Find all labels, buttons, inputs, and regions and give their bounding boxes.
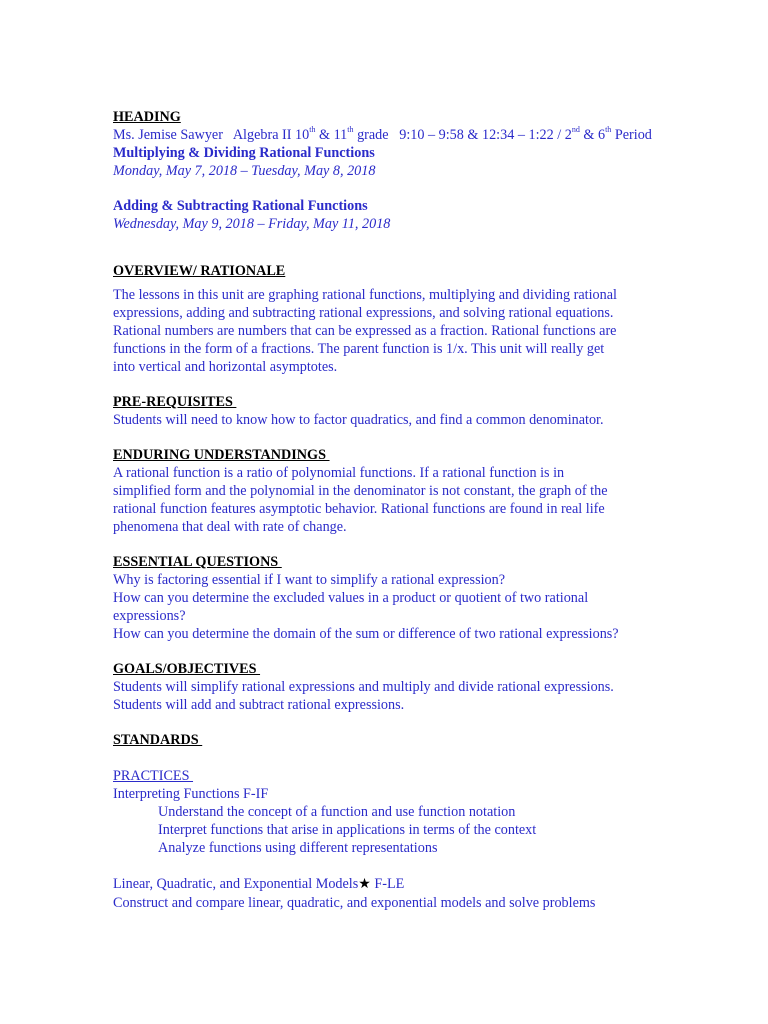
enduring-body [113,464,728,536]
lesson2-title: Adding & Subtracting Rational Functions [113,198,368,214]
enduring-line: rational function features asymptotic behavior. Rational functions are found in real life [113,501,605,517]
enduring-title: ENDURING UNDERSTANDINGS [113,447,330,463]
standards-title: STANDARDS [113,732,203,748]
fle-code: F-LE [370,876,405,892]
overview-title: OVERVIEW/ RATIONALE [113,263,286,279]
fif-item: Analyze functions using different representations [158,840,438,856]
essential-title: ESSENTIAL QUESTIONS [113,554,282,570]
fle-line: Construct and compare linear, quadratic, and exponential models and solve problems [113,895,596,911]
essential-line: expressions? [113,608,186,624]
enduring-line: phenomena that deal with rate of change. [113,519,347,535]
star-icon: ★ [358,877,371,892]
heading-title: HEADING [113,109,181,125]
prereq-line: Students will need to know how to factor quadratics, and find a common denominator. [113,412,604,428]
overview-line: functions in the form of a fractions. The parent function is 1/x. This unit will really get [113,341,605,357]
enduring-line: simplified form and the polynomial in the denominator is not constant, the graph of the [113,483,608,499]
course-name: Algebra II 10th & 11th grade [232,125,389,143]
overview-line: into vertical and horizontal asymptotes. [113,359,338,375]
fif-list [113,803,728,857]
fle-title-line [113,875,728,894]
lesson2-dates: Wednesday, May 9, 2018 – Friday, May 11, 2018 [113,216,391,232]
prereq-title: PRE-REQUISITES [113,394,237,410]
fle-title: Linear, Quadratic, and Exponential Models [113,876,359,892]
prereq-body [113,411,728,429]
lesson1-dates: Monday, May 7, 2018 – Tuesday, May 8, 2018 [113,163,376,179]
goals-line: Students will add and subtract rational expressions. [113,697,405,713]
essential-line: How can you determine the domain of the sum or difference of two rational expressions? [113,626,619,642]
lesson1-title: Multiplying & Dividing Rational Functions [113,145,375,161]
class-times: 9:10 – 9:58 & 12:34 – 1:22 / 2nd & 6th Period [399,125,652,143]
essential-line: How can you determine the excluded values in a product or quotient of two rational [113,590,589,606]
fif-title: Interpreting Functions F-IF [113,786,269,802]
goals-title: GOALS/OBJECTIVES [113,661,261,677]
essential-line: Why is factoring essential if I want to simplify a rational expression? [113,572,506,588]
fif-item: Understand the concept of a function and use function notation [158,804,516,820]
goals-body [113,678,728,714]
overview-line: The lessons in this unit are graphing rational functions, multiplying and dividing rational [113,287,617,303]
course-info-line [113,126,728,144]
overview-body [113,286,728,376]
essential-body [113,571,728,643]
fif-item: Interpret functions that arise in applications in terms of the context [158,822,537,838]
teacher-name: Ms. Jemise Sawyer [113,127,223,143]
practices-title: PRACTICES [113,768,194,784]
goals-line: Students will simplify rational expressions and multiply and divide rational expressions. [113,679,614,695]
enduring-line: A rational function is a ratio of polynomial functions. If a rational function is in [113,465,565,481]
overview-line: Rational numbers are numbers that can be expressed as a fraction. Rational functions are [113,323,617,339]
overview-line: expressions, adding and subtracting rational expressions, and solving rational equations. [113,305,614,321]
